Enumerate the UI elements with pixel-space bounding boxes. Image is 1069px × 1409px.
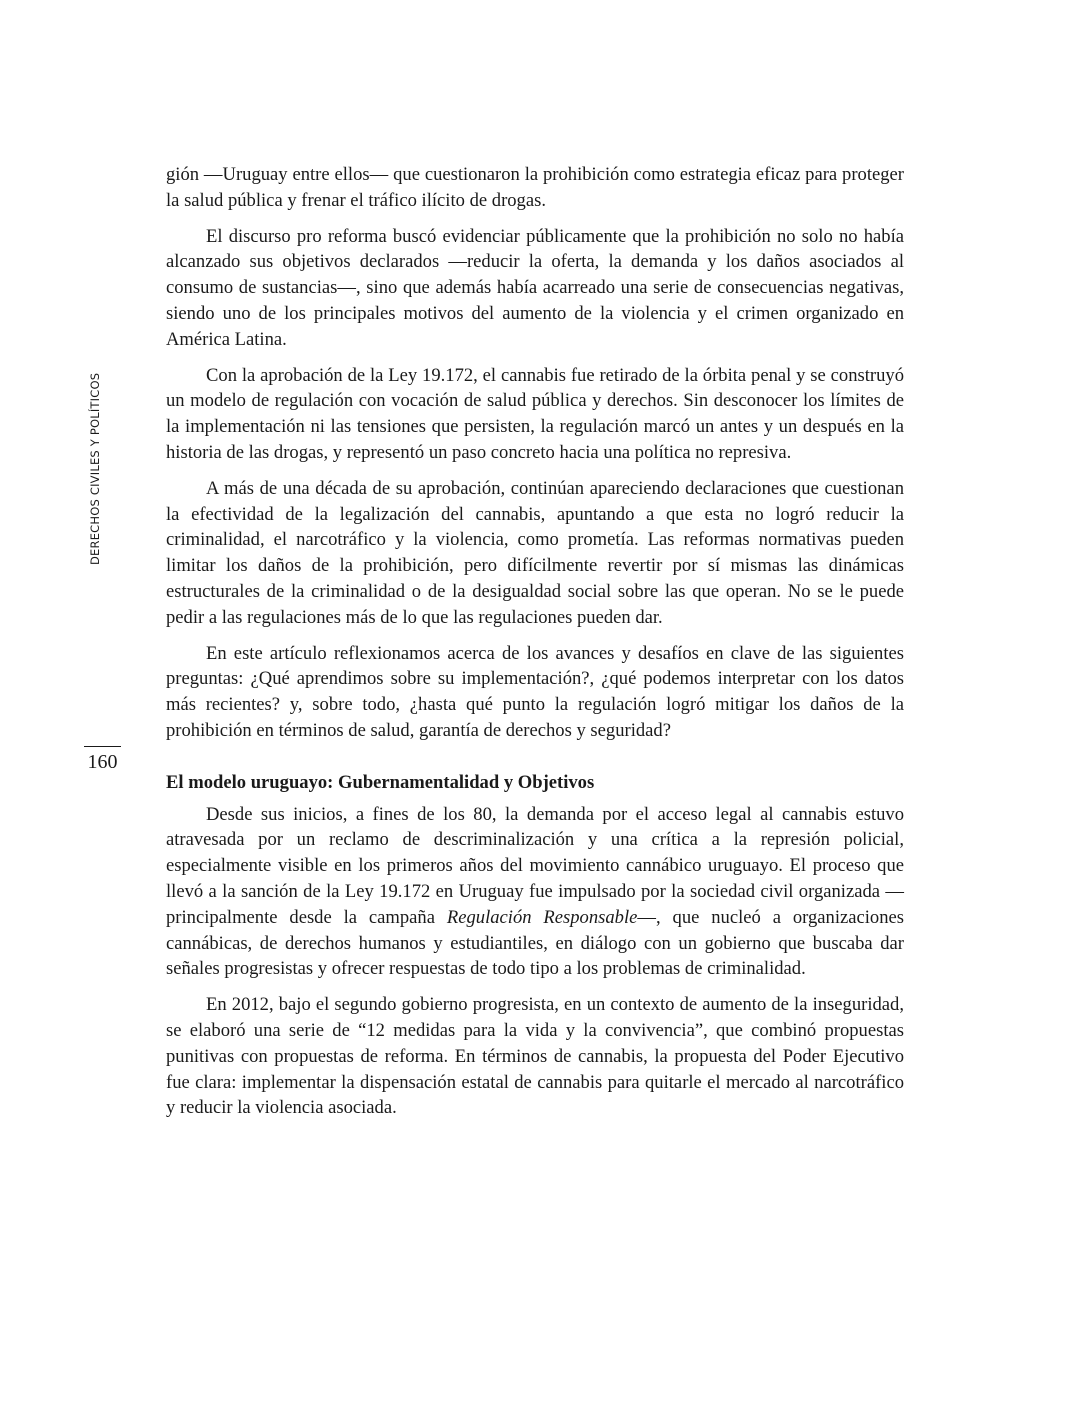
section-heading: El modelo uruguayo: Gubernamentalidad y Objetivos bbox=[166, 771, 595, 793]
campaign-name: Regulación Responsable bbox=[446, 906, 638, 928]
page-number-block bbox=[84, 746, 121, 776]
text-run: —, que nucleó a organizaciones cannábicas, de derechos humanos y estudiantiles, en diálogo con un gobierno que buscaba dar señales progresistas y ofrecer respuestas de todo tipo a los problemas de criminalidad. bbox=[166, 906, 904, 980]
paragraph: En este artículo reflexionamos acerca de los avances y desafíos en clave de las siguientes preguntas: ¿Qué aprendimos sobre su implementación?, ¿qué podemos interpretar con los datos más recientes? y, sobre todo, ¿hasta qué punto la regulación logró mitigar los daños de la prohibición en términos de salud, garantía de derechos y seguridad? bbox=[166, 642, 904, 741]
paragraph-continued: gión —Uruguay entre ellos— que cuestionaron la prohibición como estrategia eficaz para proteger la salud pública y frenar el tráfico ilícito de drogas. bbox=[166, 164, 904, 211]
body-text bbox=[166, 162, 904, 1131]
paragraph: El discurso pro reforma buscó evidenciar públicamente que la prohibición no solo no había alcanzado sus objetivos declarados —reducir la oferta, la demanda y los daños asociados al consumo de sustancias—, sino que además había acarreado una serie de consecuencias negativas, siendo uno de los principales motivos del aumento de la violencia y el crimen organizado en América Latina. bbox=[166, 225, 904, 350]
section-paragraph bbox=[166, 802, 904, 983]
page-number-rule bbox=[84, 746, 121, 747]
running-header: DERECHOS CIVILES Y POLÍTICOS bbox=[88, 372, 102, 565]
text-run: Desde sus inicios, a fines de los 80, la demanda por el acceso legal al cannabis estuvo atravesada por un reclamo de descriminalización y una crítica a la represión policial, especialmente visible en los primeros años del movimiento cannábico uruguayo. El proceso que llevó a la sanción de la Ley 19.172 en Uruguay fue impulsado por la sociedad civil organizada —principalmente desde la campaña bbox=[166, 803, 904, 928]
paragraph: A más de una década de su aprobación, continúan apareciendo declaraciones que cuestionan la efectividad de la legalización del cannabis, apuntando a que esta no logró reducir la criminalidad, el narcotráfico y la violencia, como prometía. Las reformas normativas pueden limitar los daños de la prohibición, pero difícilmente revertir por sí mismas las dinámicas estructurales de la criminalidad o de la desigualdad social sobre las que operan. No se le puede pedir a las regulaciones más de lo que las regulaciones pueden dar. bbox=[166, 477, 904, 628]
paragraph: Con la aprobación de la Ley 19.172, el cannabis fue retirado de la órbita penal y se construyó un modelo de regulación con vocación de salud pública y derechos. Sin desconocer los límites de la implementación ni las tensiones que persisten, la regulación marcó un antes y un después en la historia de las drogas, y representó un paso concreto hacia una política no represiva. bbox=[166, 364, 904, 463]
section-paragraph: En 2012, bajo el segundo gobierno progresista, en un contexto de aumento de la inseguridad, se elaboró una serie de “12 medidas para la vida y la convivencia”, que combinó propuestas punitivas con propuestas de reforma. En términos de cannabis, la propuesta del Poder Ejecutivo fue clara: implementar la dispensación estatal de cannabis para quitarle el mercado al narcotráfico y reducir la violencia asociada. bbox=[166, 994, 904, 1119]
page-number: 160 bbox=[87, 751, 118, 773]
